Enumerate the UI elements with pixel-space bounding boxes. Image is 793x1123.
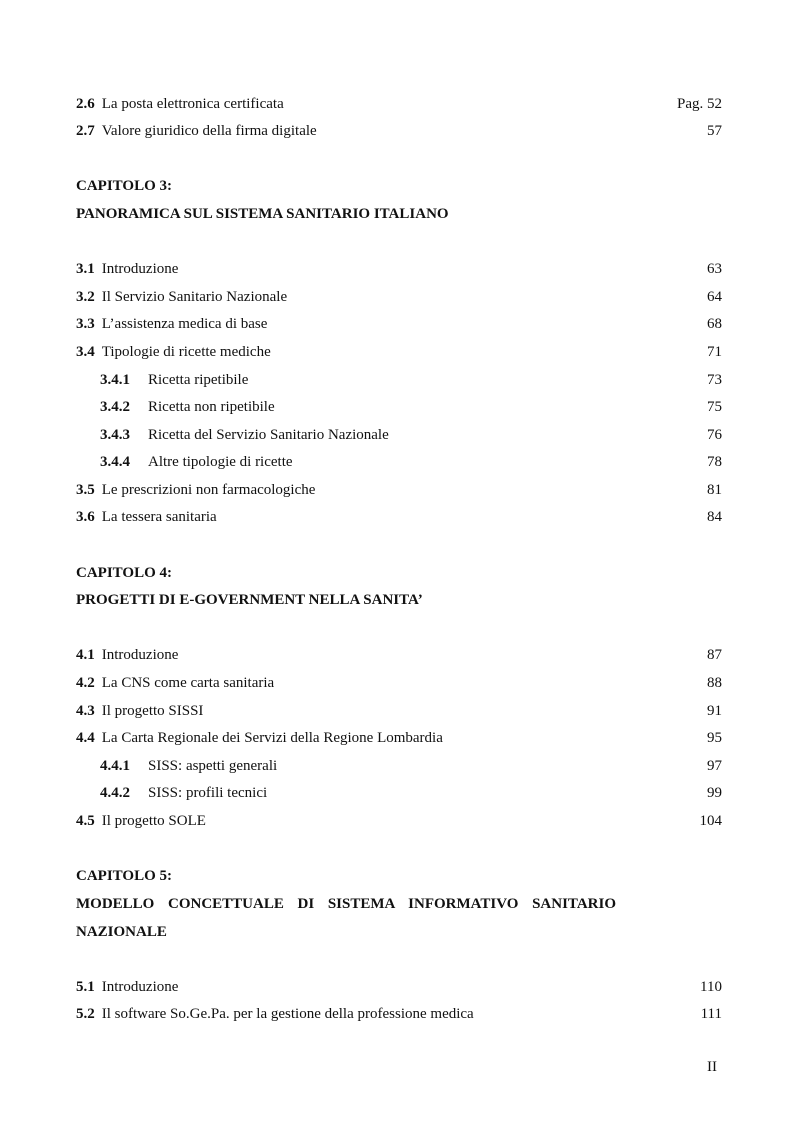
- section-title: La Carta Regionale dei Servizi della Regione Lombardia: [101, 730, 443, 746]
- subsection-number: 4.4.1: [100, 758, 130, 774]
- page-ref: 95: [707, 730, 722, 746]
- page-ref: 111: [700, 1006, 722, 1022]
- section-number: 5.1: [76, 979, 95, 995]
- toc-entry: [76, 976, 722, 998]
- toc-subentry: [100, 369, 722, 391]
- section-number: 3.4: [76, 344, 95, 360]
- subsection-title: Ricetta ripetibile: [148, 372, 249, 388]
- page-ref: 63: [707, 261, 722, 277]
- chapter-label: CAPITOLO 4:: [76, 565, 172, 581]
- section-number: 2.6: [76, 96, 95, 112]
- section-title: La tessera sanitaria: [101, 509, 217, 525]
- toc-subentry: [100, 396, 722, 418]
- toc-entry: [76, 700, 722, 722]
- toc-entry: [76, 1003, 722, 1025]
- subsection-title: SISS: aspetti generali: [148, 758, 278, 774]
- toc-subentry: [100, 755, 722, 777]
- toc-entry: [76, 93, 722, 115]
- page-ref: 78: [707, 454, 722, 470]
- page-number: II: [707, 1059, 717, 1075]
- subsection-title: SISS: profili tecnici: [148, 785, 268, 801]
- section-number: 2.7: [76, 123, 95, 139]
- chapter-label: CAPITOLO 5:: [76, 868, 172, 884]
- toc-entry: [76, 644, 722, 666]
- section-title: Introduzione: [101, 979, 179, 995]
- page-ref: 57: [707, 123, 722, 139]
- section-title: Le prescrizioni non farmacologiche: [101, 482, 316, 498]
- toc-entry: [76, 313, 722, 335]
- subsection-number: 3.4.4: [100, 454, 130, 470]
- toc-entry: [76, 506, 722, 528]
- section-title: Il progetto SOLE: [101, 813, 206, 829]
- page-ref: 73: [707, 372, 722, 388]
- page-ref: 68: [707, 316, 722, 332]
- page-ref: 110: [700, 979, 722, 995]
- subsection-number: 3.4.2: [100, 399, 130, 415]
- page-ref: 64: [707, 289, 722, 305]
- toc-entry: [76, 727, 722, 749]
- section-title: Introduzione: [101, 647, 179, 663]
- toc-subentry: [100, 451, 722, 473]
- page-ref: 75: [707, 399, 722, 415]
- page-ref: 87: [707, 647, 722, 663]
- section-title: Valore giuridico della firma digitale: [101, 123, 317, 139]
- subsection-title: Altre tipologie di ricette: [148, 454, 293, 470]
- page-ref: 76: [707, 427, 722, 443]
- subsection-title: Ricetta non ripetibile: [148, 399, 275, 415]
- chapter-title: PANORAMICA SUL SISTEMA SANITARIO ITALIANO: [76, 206, 449, 222]
- chapter-title-continued: NAZIONALE: [76, 924, 167, 940]
- section-number: 4.5: [76, 813, 95, 829]
- section-number: 4.3: [76, 703, 95, 719]
- toc-entry: [76, 810, 722, 832]
- toc-entry: [76, 479, 722, 501]
- page-ref: 84: [707, 509, 722, 525]
- toc-entry: [76, 258, 722, 280]
- toc-entry: [76, 120, 722, 142]
- page-ref: 97: [707, 758, 722, 774]
- subsection-title: Ricetta del Servizio Sanitario Nazionale: [148, 427, 389, 443]
- toc-subentry: [100, 782, 722, 804]
- section-number: 4.2: [76, 675, 95, 691]
- subsection-number: 3.4.1: [100, 372, 130, 388]
- section-title: La posta elettronica certificata: [101, 96, 284, 112]
- section-title: Il progetto SISSI: [101, 703, 204, 719]
- section-title: Tipologie di ricette mediche: [101, 344, 271, 360]
- chapter-label: CAPITOLO 3:: [76, 178, 172, 194]
- section-title: Introduzione: [101, 261, 179, 277]
- page-ref: Pag. 52: [677, 96, 722, 112]
- section-number: 3.3: [76, 316, 95, 332]
- section-number: 3.1: [76, 261, 95, 277]
- section-number: 5.2: [76, 1006, 95, 1022]
- section-title: L’assistenza medica di base: [101, 316, 268, 332]
- section-number: 3.2: [76, 289, 95, 305]
- page-ref: 81: [707, 482, 722, 498]
- section-title: La CNS come carta sanitaria: [101, 675, 275, 691]
- page-ref: 99: [707, 785, 722, 801]
- toc-entry: [76, 672, 722, 694]
- section-number: 4.1: [76, 647, 95, 663]
- toc-entry: [76, 286, 722, 308]
- page-ref: 104: [699, 813, 722, 829]
- section-number: 3.6: [76, 509, 95, 525]
- subsection-number: 3.4.3: [100, 427, 130, 443]
- toc-entry: [76, 341, 722, 363]
- chapter-title: PROGETTI DI E-GOVERNMENT NELLA SANITA’: [76, 592, 423, 608]
- section-number: 3.5: [76, 482, 95, 498]
- section-number: 4.4: [76, 730, 95, 746]
- toc-subentry: [100, 424, 722, 446]
- section-title: Il software So.Ge.Pa. per la gestione della professione medica: [101, 1006, 474, 1022]
- section-title: Il Servizio Sanitario Nazionale: [101, 289, 288, 305]
- page-ref: 71: [707, 344, 722, 360]
- subsection-number: 4.4.2: [100, 785, 130, 801]
- page-ref: 88: [707, 675, 722, 691]
- page-ref: 91: [707, 703, 722, 719]
- chapter-title: MODELLO CONCETTUALE DI SISTEMA INFORMATIVO SANITARIO: [76, 896, 616, 912]
